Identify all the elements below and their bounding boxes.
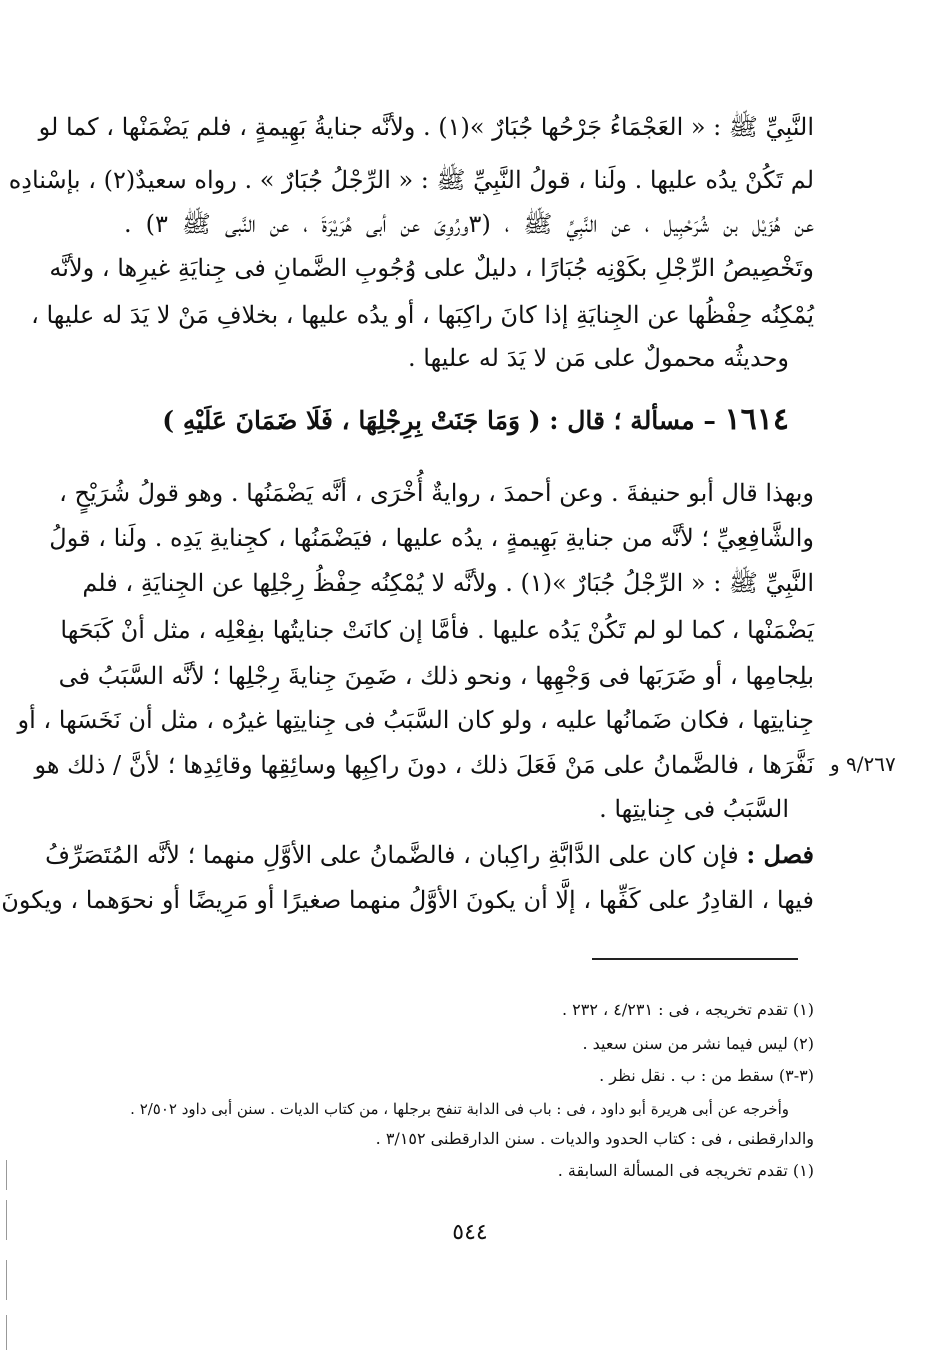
text-line: لم تَكُنْ يدُه عليها . ولَنا ، قولُ النَّبِيِّ ﷺ : « الرِّجْلُ جُبَارٌ » . رواه سعيدٌ(٢) ، بإسْنادِه [8,166,814,194]
masala-title: – مسألة ؛ قال : ( وَمَا جَنَتْ بِرِجْلِهَا ، فَلَا ضَمَانَ عَلَيْهِ ) [162,406,716,435]
masala-number: ١٦١٤ [724,402,789,437]
text-line: نَفَّرَها ، فالضَّمانُ على مَنْ فَعَلَ ذلك ، دونَ راكِبِها وسائِقِها وقائِدِها ؛ لأنَّ / ذلك هو [34,751,814,779]
manuscript-folio-note: ٩/٢٦٧ و [830,752,896,776]
text-line: يَضْمَنْها ، كما لو لم تَكُنْ يَدُه عليها . فأمَّا إن كانَتْ جنايتُها بفِعْلِه ، مثل أنْ كَبَحَها [60,616,814,644]
text-line: النَّبِيِّ ﷺ : « الرِّجْلُ جُبَارٌ »(١) . ولأنَّه لا يُمْكِنُه حِفْظُ رِجْلِها عن الجِنايَةِ ، فلم [82,569,814,597]
text-line: وبهذا قال أبو حنيفةَ . وعن أحمدَ ، روايةٌ أُخْرَى ، أنَّه يَضْمَنُها . وهو قولُ شُرَيْحٍ ، [59,479,814,507]
footnote-separator [592,958,798,960]
scan-edge-mark [6,1260,7,1300]
text-line: يُمْكِنُه حِفْظُها عن الجِنايَةِ إذا كانَ راكِبَها ، أو يدُه عليها ، بخلافِ مَنْ لا يَدَ له عليها ، [31,301,814,329]
text-line: بلِجامِها ، أو ضَرَبَها فى وَجْهِها ، ونحو ذلك ، ضَمِنَ جِنايةَ رِجْلِها ؛ لأنَّه السَّبَبُ فى [58,662,814,690]
footnote: والدارقطنى ، فى : كتاب الحدود والديات . سنن الدارقطنى ٣/١٥٢ . [375,1129,814,1148]
text-line: فيها ، القادِرُ على كَفِّها ، إلَّا أن يكونَ الأوَّلُ منهما صغيرًا أو مَرِيضًا أو نحوَهما ، ويكونَ [1,886,814,914]
fasl-label: فصل : [746,840,814,869]
footnote: وأخرجه عن أبى هريرة أبو داود ، فى : باب فى الدابة تنفح برجلها ، من كتاب الديات . سنن أبى داود ٢/٥٠٢ . [130,1100,789,1118]
text-line: عن هُزَيْل بن شُرَحْبِيل ، عن النَّبِيِّ ﷺ ، (٣ورُوِىَ عن أبى هُرَيْرَةَ ، عن النَّبى ﷺ ٣) . [124,210,815,238]
fasl-text: فإن كان على الدَّابَّةِ راكِبان ، فالضَّمانُ على الأوَّلِ منهما ؛ لأنَّه المُتَصَرِّفُ [45,841,739,869]
scan-edge-mark [6,1315,7,1350]
scan-edge-mark [6,1160,7,1190]
text-line: والشَّافِعِيِّ ؛ لأنَّه من جنايةِ بَهِيمةٍ ، يدُه عليها ، فيَضْمَنُها ، كجِنايةِ يَدِه . ولَنا ، قولُ [49,524,814,552]
scan-edge-mark [6,1200,7,1240]
text-line: وتَخْصِيصُ الرِّجْلِ بكَوْنِه جُبَارًا ، دليلٌ على وُجُوبِ الضَّمانِ فى جِنايَةِ غيرِها ، ولأنَّه [49,254,814,282]
fasl-line [45,835,814,875]
footnote: (٣-٣) سقط من : ب . نقل نظر . [599,1066,814,1085]
text-line: السَّبَبُ فى جِنايتِها . [599,795,789,823]
page-number: ٥٤٤ [452,1220,488,1245]
text-line: النَّبِيِّ ﷺ : « العَجْمَاءُ جَرْحُها جُبَارٌ »(١) . ولأنَّه جنايةُ بَهِيمةٍ ، فلم يَضْمَنْها ، كما لو [38,113,814,141]
footnote: (١) تقدم تخريجه فى المسألة السابقة . [557,1161,814,1180]
footnote: (٢) ليس فيما نشر من سنن سعيد . [582,1034,814,1053]
text-line: جِنايتِها ، فكان ضَمانُها عليه ، ولو كان السَّبَبُ فى جِنايتِها غيرُه ، مثل أن نَخَسَها ، أو [17,706,814,734]
text-line: وحديثُه محمولٌ على مَن لا يَدَ له عليها . [408,344,789,372]
footnote: (١) تقدم تخريجه ، فى : ٤/٢٣١ ، ٢٣٢ . [561,1000,814,1019]
masala-heading [162,400,789,441]
